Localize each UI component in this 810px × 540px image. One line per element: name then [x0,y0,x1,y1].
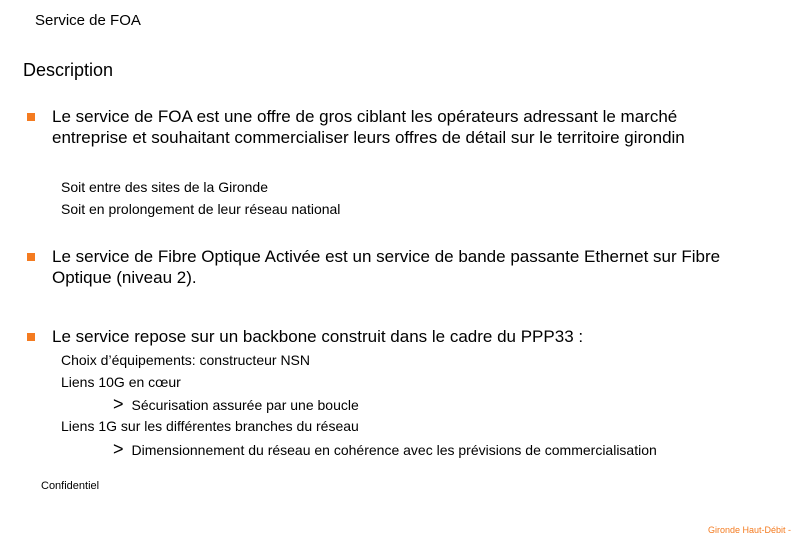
bullet-1-text: Le service de FOA est une offre de gros ciblant les opérateurs adressant le marché entreprise et souhaitant commercialiser leurs offres de détail sur le territoire girondin [52,107,685,147]
bullet-3-subsubitem-2-text: Dimensionnement du réseau en cohérence avec les prévisions de commercialisation [131,442,657,458]
square-bullet-icon [27,333,35,341]
section-heading: Description [23,60,114,80]
bullet-1-subitem-1: Soit entre des sites de la Gironde [61,179,269,195]
bullet-3-subsubitem-1 [113,393,359,416]
bullet-3-subitem-2: Liens 10G en cœur [61,374,181,390]
chevron-right-icon: > [113,439,124,459]
footer-confidential: Confidentiel [41,480,100,492]
bullet-3-subitem-1: Choix d’équipements: constructeur NSN [61,352,311,368]
bullet-3-text: Le service repose sur un backbone construit dans le cadre du PPP33 : [52,327,584,346]
square-bullet-icon [27,253,35,261]
square-bullet-icon [27,113,35,121]
bullet-3-subsubitem-1-text: Sécurisation assurée par une boucle [131,397,359,413]
bullet-3-subitem-3: Liens 1G sur les différentes branches du réseau [61,418,359,434]
chevron-right-icon: > [113,394,124,414]
slide-title: Service de FOA [35,12,141,29]
bullet-2-text: Le service de Fibre Optique Activée est un service de bande passante Ethernet sur Fibre Optique (niveau 2). [52,247,721,287]
footer-brand-logo-text: Gironde Haut-Débit - [708,525,792,535]
bullet-1-subitem-2: Soit en prolongement de leur réseau national [61,201,341,217]
bullet-3-subsubitem-2 [113,438,657,461]
